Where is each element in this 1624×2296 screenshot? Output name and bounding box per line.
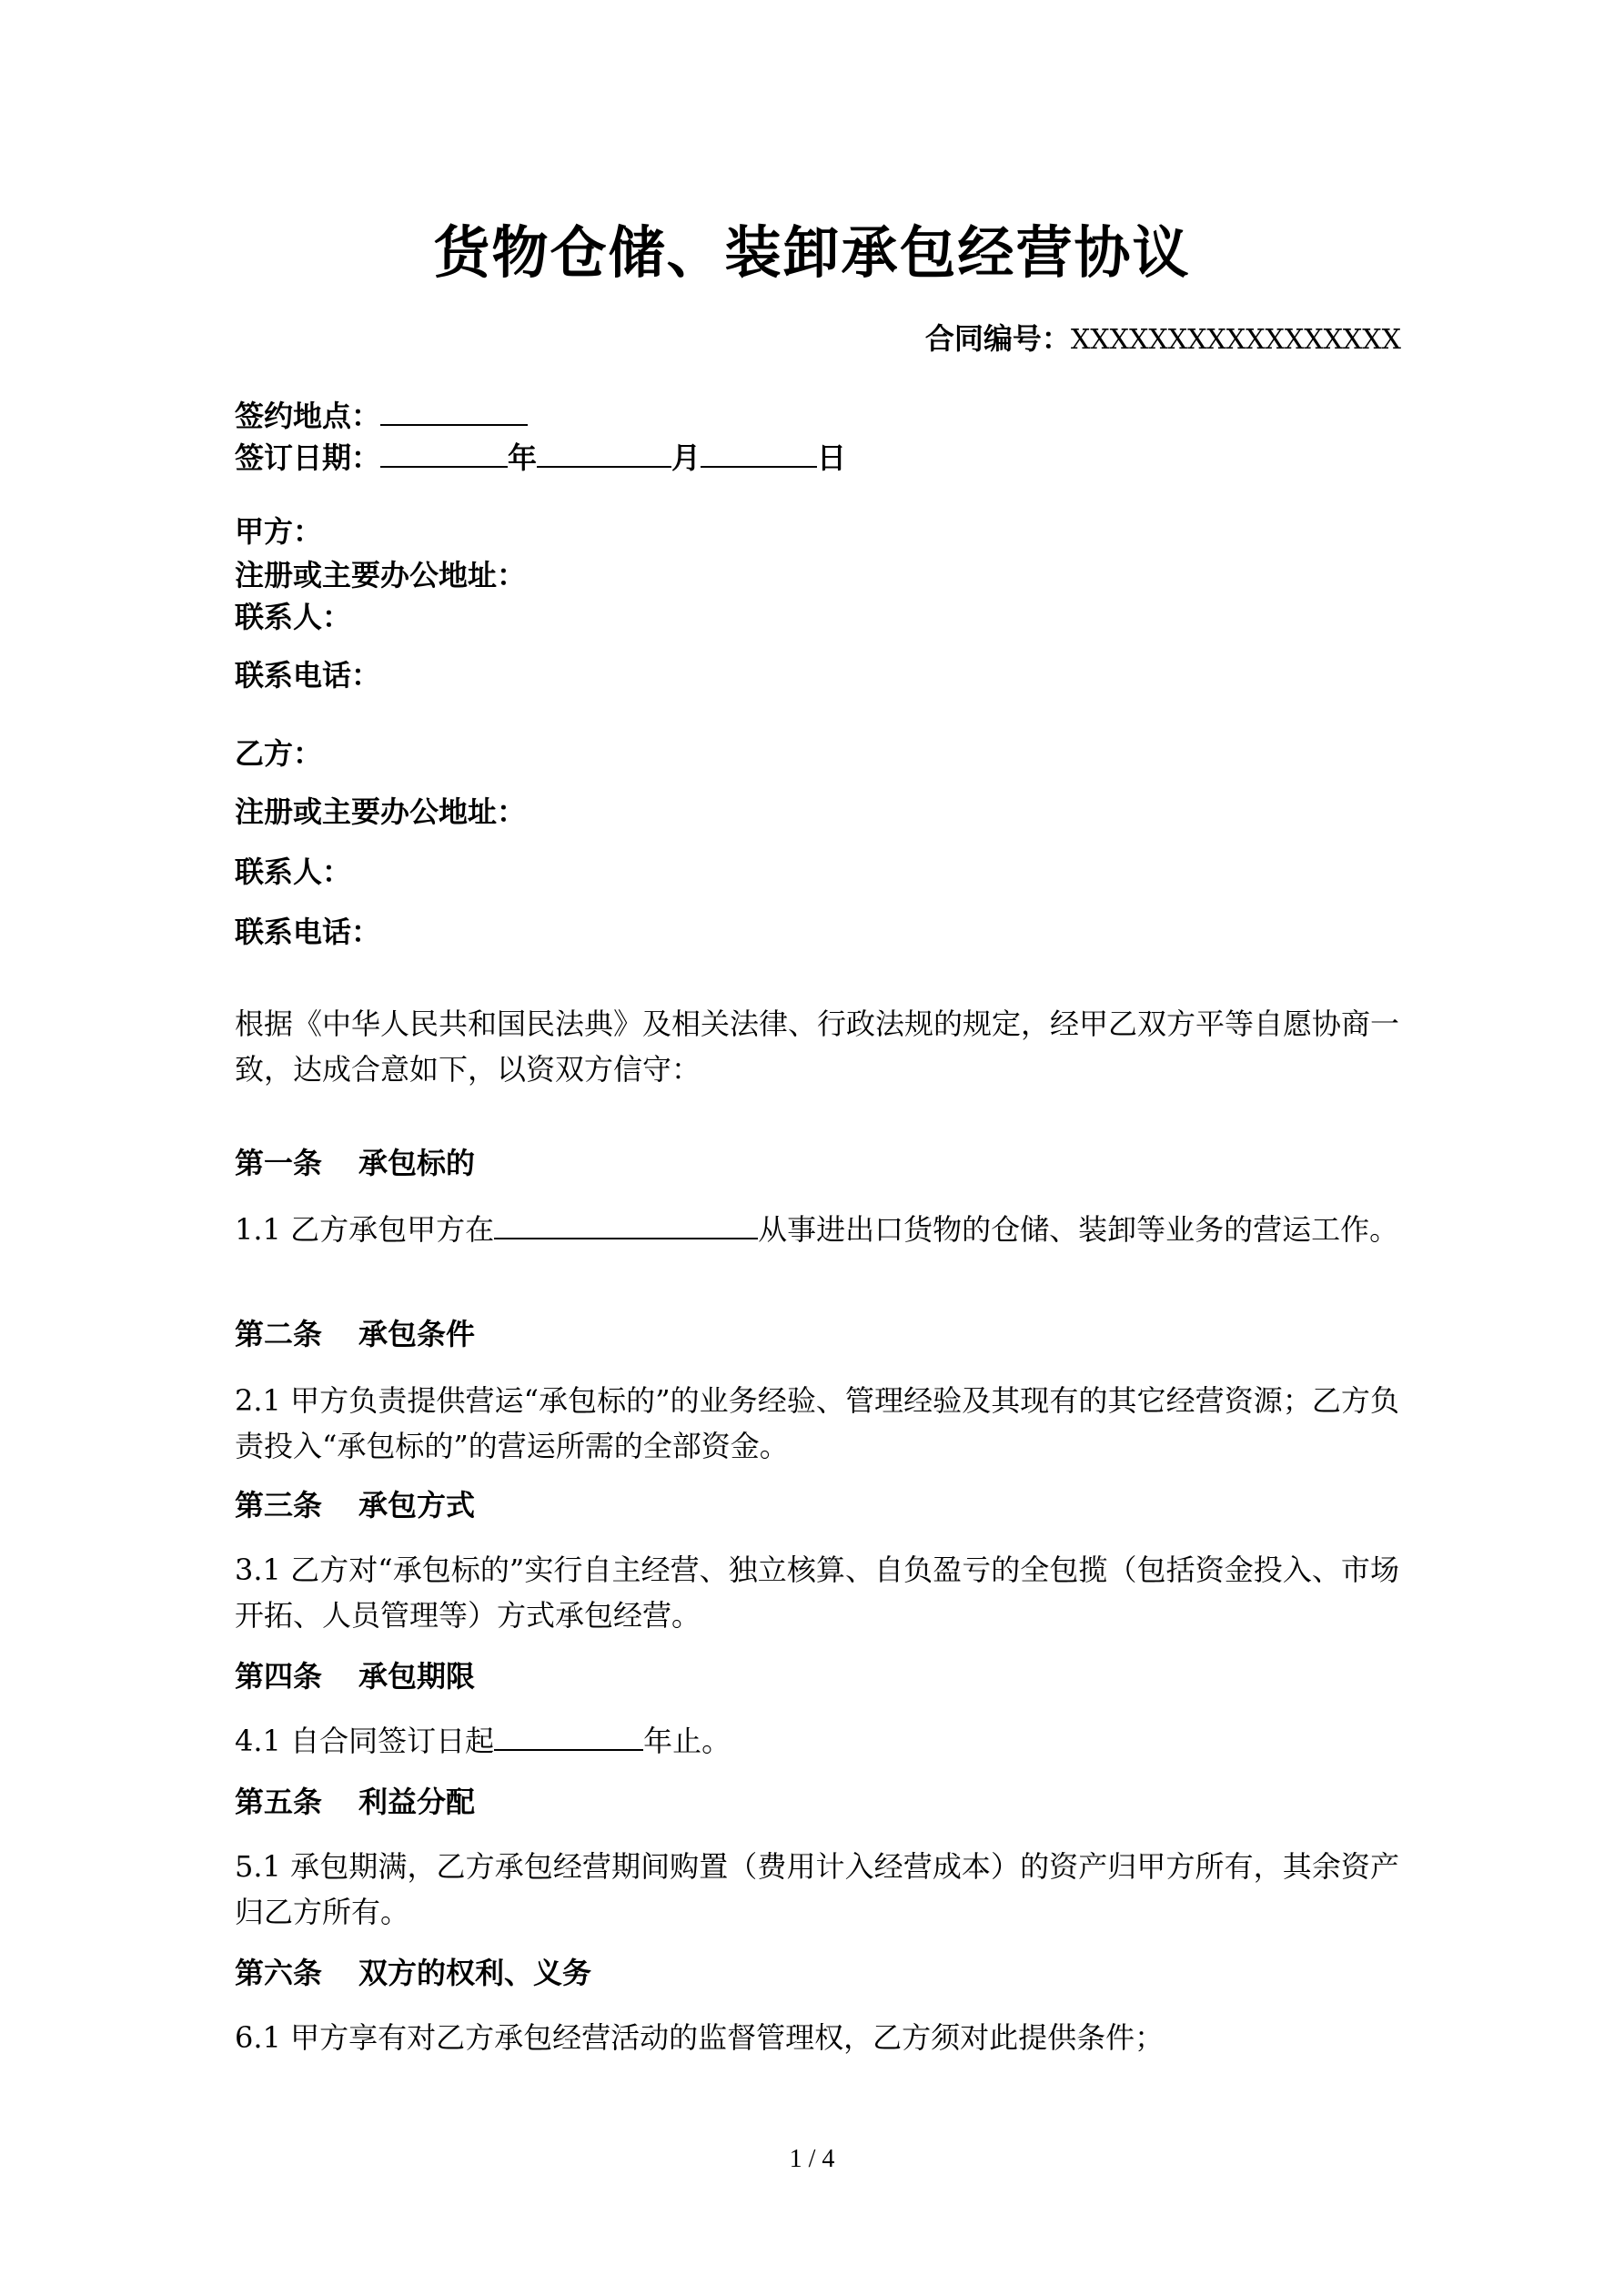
article-1-title: 承包标的: [358, 1146, 476, 1180]
party-b-label: 乙方：: [235, 736, 323, 771]
clause-1-1: [235, 1207, 1399, 1252]
article-1-num: 第一条: [235, 1146, 323, 1180]
sign-place: [235, 393, 528, 436]
article-5-num: 第五条: [235, 1785, 323, 1819]
sign-place-label: 签约地点：: [235, 399, 381, 433]
contract-number-label: 合同编号：: [924, 321, 1071, 356]
clause-1-1-blank: [494, 1207, 758, 1239]
article-4-title: 承包期限: [358, 1659, 476, 1694]
clause-1-1-text-post: 从事进出口货物的仓储、装卸等业务的营运工作。: [758, 1212, 1399, 1247]
clause-4-1-blank: [494, 1718, 643, 1751]
party-a-contact-label: 联系人：: [235, 600, 352, 634]
article-5-heading: [235, 1782, 475, 1822]
sign-place-blank: [380, 393, 528, 426]
month-label: 月: [671, 440, 701, 475]
article-3-heading: [235, 1485, 475, 1525]
party-a-phone-label: 联系电话：: [235, 658, 381, 693]
day-label: 日: [817, 440, 847, 475]
article-2-title: 承包条件: [358, 1317, 476, 1351]
article-4-heading: [235, 1656, 475, 1696]
clause-4-1-text-pre: 4.1 自合同签订日起: [235, 1724, 495, 1758]
article-6-num: 第六条: [235, 1956, 323, 1990]
document-title: 货物仓储、装卸承包经营协议: [433, 219, 1191, 286]
article-6-heading: [235, 1953, 591, 1993]
article-5-title: 利益分配: [358, 1785, 476, 1819]
clause-3-1: 3.1 乙方对“承包标的”实行自主经营、独立核算、自负盈亏的全包揽（包括资金投入、市场开拓、人员管理等）方式承包经营。: [235, 1553, 1399, 1633]
page-number: 1 / 4: [789, 2145, 835, 2173]
sign-date-label: 签订日期：: [235, 440, 381, 475]
year-label: 年: [508, 440, 538, 475]
preamble: 根据《中华人民共和国民法典》及相关法律、行政法规的规定，经甲乙双方平等自愿协商一致，达成合意如下，以资双方信守：: [235, 1006, 1400, 1087]
article-3-num: 第三条: [235, 1488, 323, 1522]
sign-date: [235, 435, 846, 478]
clause-4-1-text-post: 年止。: [643, 1724, 731, 1758]
clause-6-1: 6.1 甲方享有对乙方承包经营活动的监督管理权，乙方须对此提供条件；: [235, 2020, 1165, 2055]
clause-4-1: [235, 1718, 1399, 1764]
day-blank: [701, 435, 817, 468]
contract-number: [925, 319, 1401, 360]
year-blank: [380, 435, 508, 468]
clause-2-1: 2.1 甲方负责提供营运“承包标的”的业务经验、管理经验及其现有的其它经营资源；乙方负责投入“承包标的”的营运所需的全部资金。: [235, 1383, 1399, 1463]
article-2-num: 第二条: [235, 1317, 323, 1351]
party-b-phone-label: 联系电话：: [235, 915, 381, 949]
party-a-label: 甲方：: [235, 514, 323, 549]
party-b-address-label: 注册或主要办公地址：: [235, 794, 527, 829]
article-6-title: 双方的权利、义务: [358, 1956, 592, 1990]
article-4-num: 第四条: [235, 1659, 323, 1694]
clause-5-1: 5.1 承包期满，乙方承包经营期间购置（费用计入经营成本）的资产归甲方所有，其余资产归乙方所有。: [235, 1849, 1399, 1929]
contract-number-value: XXXXXXXXXXXXXXXXX: [1070, 324, 1401, 356]
article-2-heading: [235, 1314, 475, 1354]
article-1-heading: [235, 1143, 475, 1183]
party-a-address-label: 注册或主要办公地址：: [235, 558, 527, 592]
article-3-title: 承包方式: [358, 1488, 476, 1522]
clause-1-1-text-pre: 1.1 乙方承包甲方在: [235, 1212, 495, 1247]
party-b-contact-label: 联系人：: [235, 855, 352, 889]
month-blank: [537, 435, 671, 468]
